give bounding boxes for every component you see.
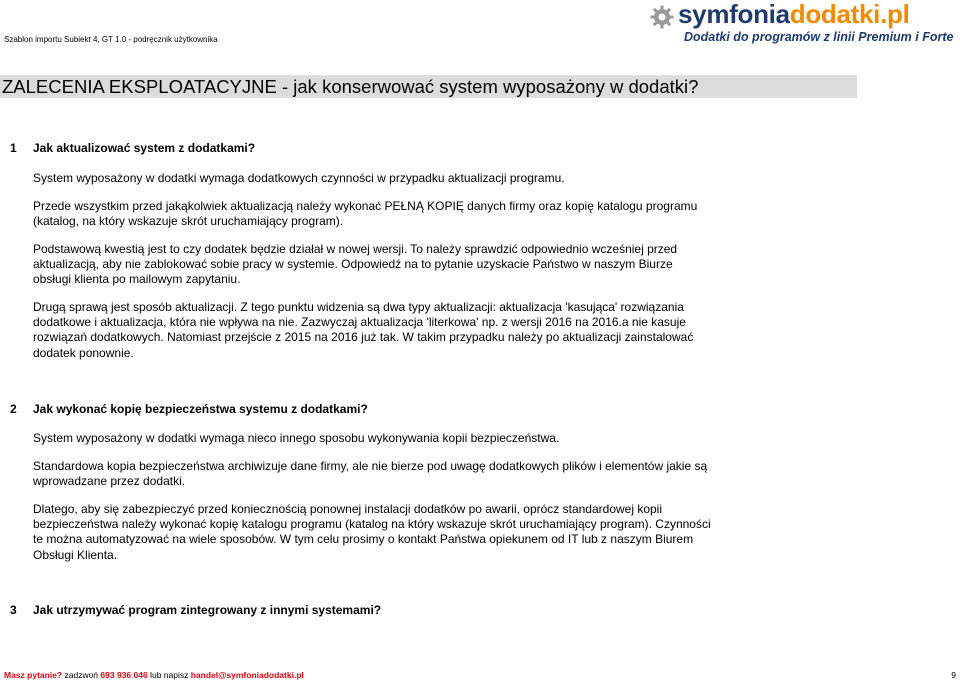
question-number: 2 <box>10 402 17 416</box>
paragraph: Standardowa kopia bezpieczeństwa archiwizuje dane firmy, ale nie bierze pod uwagę dodatkowych plików i elementów jakie są wprowadzane przez dodatki. <box>33 459 708 489</box>
question-text: Jak utrzymywać program zintegrowany z innymi systemami? <box>33 603 382 617</box>
logo-brand-part2: dodatki.pl <box>789 0 910 29</box>
footer-label: Masz pytanie? <box>4 670 63 680</box>
footer-phone[interactable]: 693 936 046 <box>100 670 148 680</box>
section-title-bar <box>0 75 857 98</box>
gear-icon <box>650 5 674 29</box>
page-number: 9 <box>951 670 956 680</box>
footer-email-link[interactable]: handel@symfoniadodatki.pl <box>190 670 304 680</box>
document-header-title: Szablon importu Subiekt 4, GT 1.0 - podręcznik użytkownika <box>4 35 218 44</box>
logo-brand <box>678 0 910 30</box>
paragraph: System wyposażony w dodatki wymaga nieco innego sposobu wykonywania kopii bezpieczeństwa. <box>33 431 560 445</box>
paragraph: Drugą sprawą jest sposób aktualizacji. Z tego punktu widzenia są dwa typy aktualizacji: aktualizacja 'kasująca' rozwiązania dodatkowe i aktualizacja, która nie wpływa na nie. Zazwyczaj aktualizacja 'literkowa' np. z wersji 2016 na 2016.a nie kasuje rozwiązań dodatkowych. Natomiast przejście z 2015 na 2016 już tak. W takim przypadku należy po aktualizacji zainstalować dodatek ponownie. <box>33 300 694 360</box>
symfoniadodatki-logo <box>650 0 954 46</box>
question-number: 3 <box>10 603 17 617</box>
question-heading-3 <box>10 603 381 617</box>
footer-or-text: lub napisz <box>150 670 189 680</box>
paragraph: System wyposażony w dodatki wymaga dodatkowych czynności w przypadku aktualizacji programu. <box>33 171 565 185</box>
page-footer <box>4 670 956 680</box>
logo-tagline: Dodatki do programów z linii Premium i Forte <box>684 30 954 44</box>
paragraph: Dlatego, aby się zabezpieczyć przed koniecznością ponownej instalacji dodatków po awarii, oprócz standardowej kopii bezpieczeństwa należy wykonać kopię katalogu programu (katalog na który wskazuje skrót uruchamiający program). Czynności te można automatyzować na wiele sposobów. W tym celu prosimy o kontakt Państwa opiekunem od IT lub z naszym Biurem Obsługi Klienta. <box>33 502 711 562</box>
logo-brand-part1: symfonia <box>678 0 790 29</box>
question-number: 1 <box>10 141 17 155</box>
footer-call-text: zadzwoń <box>64 670 99 680</box>
question-heading-1 <box>10 141 255 155</box>
page-title: ZALECENIA EKSPLOATACYJNE - jak konserwować system wyposażony w dodatki? <box>2 76 699 97</box>
paragraph: Podstawową kwestią jest to czy dodatek będzie działał w nowej wersji. To należy sprawdzić odpowiednio wcześniej przed aktualizacją, aby nie zablokować sobie pracy w systemie. Odpowiedź na to pytanie uzyskacie Państwo w naszym Biurze obsługi klienta po mailowym zapytaniu. <box>33 242 678 287</box>
question-text: Jak aktualizować system z dodatkami? <box>33 141 256 155</box>
question-heading-2 <box>10 402 368 416</box>
question-text: Jak wykonać kopię bezpieczeństwa systemu z dodatkami? <box>33 402 368 416</box>
paragraph: Przede wszystkim przed jakąkolwiek aktualizacją należy wykonać PEŁNĄ KOPIĘ danych firmy oraz kopię katalogu programu (katalog, na który wskazuje skrót uruchamiający program). <box>33 199 698 229</box>
